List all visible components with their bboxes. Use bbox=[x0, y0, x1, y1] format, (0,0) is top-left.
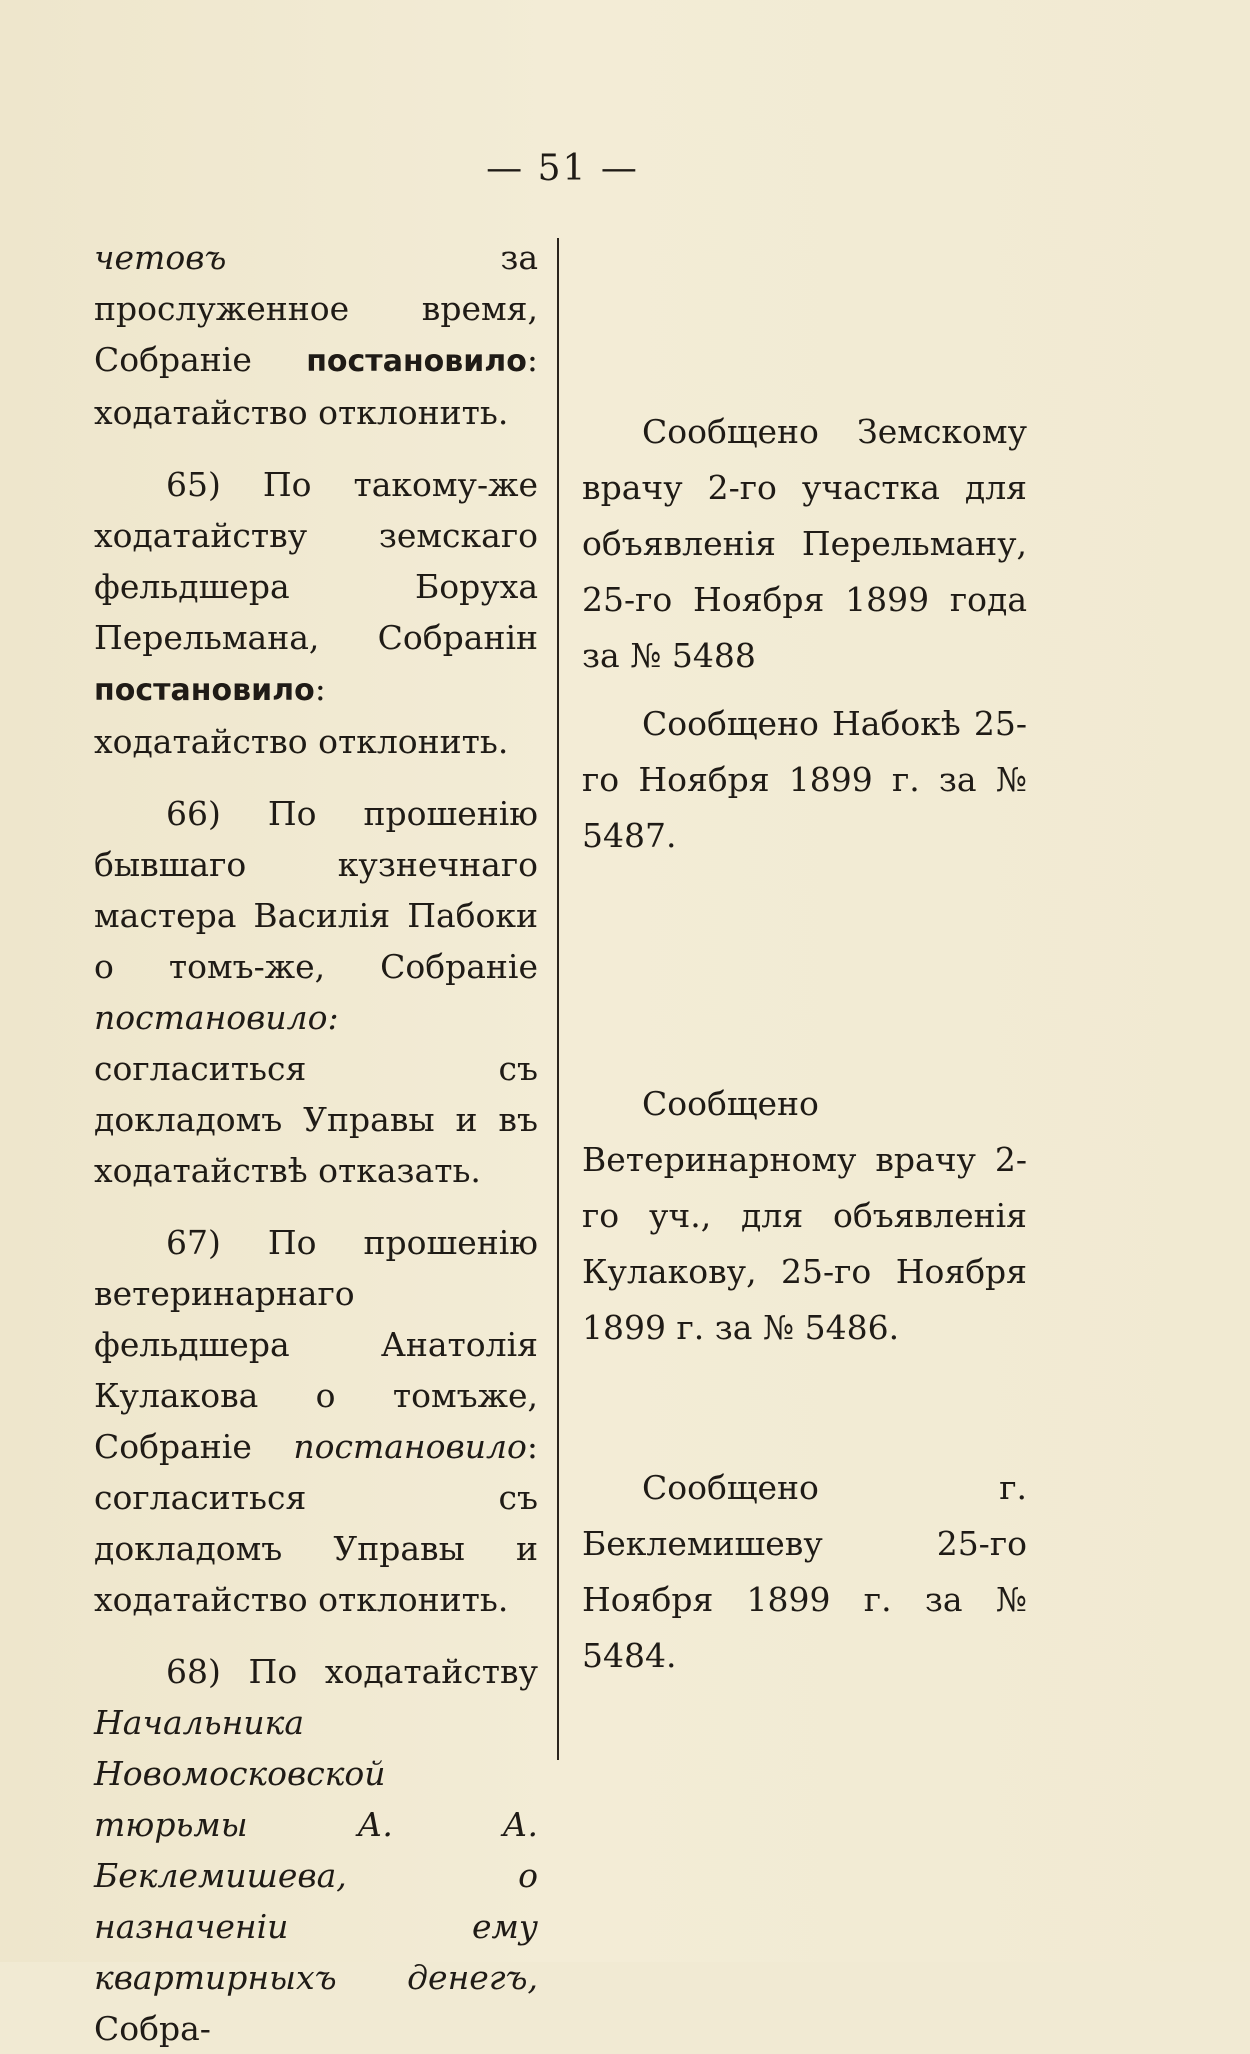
italic-text: Начальника Новомосковской тюрьмы А. А. Беклемишева, о назначеніи ему квартирныхъ денегъ, bbox=[94, 1703, 538, 1997]
margin-note-3: Сообщено Ветеринарному врачу 2-го уч., для объявленія Кулакову, 25-го Ноября 1899 г. за № 5486. bbox=[582, 1084, 1027, 1347]
page-number: — 51 — bbox=[486, 148, 639, 189]
paragraph-64-end bbox=[94, 232, 538, 438]
bold-text: постановило bbox=[94, 673, 315, 708]
body-text: : ходатайство отклонить. bbox=[94, 669, 509, 761]
italic-text: четовъ bbox=[94, 238, 227, 277]
paragraph-68 bbox=[94, 1646, 538, 2054]
italic-text: постановило bbox=[293, 1427, 527, 1466]
bold-text: постановило bbox=[306, 344, 527, 379]
margin-note-2: Сообщено Набокѣ 25-го Ноября 1899 г. за № 5487. bbox=[582, 704, 1027, 855]
italic-text: постановило: bbox=[94, 998, 339, 1037]
body-text: 68) По ходатайству bbox=[166, 1652, 538, 1691]
body-text: 66) По прошенію бывшаго кузнечнаго мастера Василія Пабоки о томъ-же, Собраніе bbox=[94, 794, 538, 986]
body-text: : согласиться съ докладомъ Управы и ходатайство отклонить. bbox=[94, 1427, 538, 1619]
margin-note-4: Сообщено г. Беклемишеву 25-го Ноября 1899 г. за № 5484. bbox=[582, 1468, 1027, 1675]
body-text: за прослуженное время, Собраніе bbox=[94, 238, 538, 379]
paragraph-66 bbox=[94, 788, 538, 1196]
body-text: 65) По такому-же ходатайству земскаго фельдшера Боруха Перельмана, Собранін bbox=[94, 465, 538, 657]
body-text: согласиться съ докладомъ Управы и въ ходатайствѣ отказать. bbox=[94, 1049, 538, 1190]
body-text: : ходатайство отклонить. bbox=[94, 340, 538, 432]
paragraph-65 bbox=[94, 459, 538, 767]
column-divider bbox=[557, 238, 559, 1760]
body-text: Собра- bbox=[94, 2009, 211, 2048]
body-text: 67) По прошенію ветеринарнаго фельдшера Анатолія Кулакова о томъже, Собраніе bbox=[94, 1223, 538, 1466]
margin-note-1: Сообщено Земскому врачу 2-го участка для объявленія Перельману, 25-го Ноября 1899 года за № 5488 bbox=[582, 412, 1027, 675]
left-column bbox=[94, 232, 538, 2054]
paragraph-67 bbox=[94, 1217, 538, 1625]
